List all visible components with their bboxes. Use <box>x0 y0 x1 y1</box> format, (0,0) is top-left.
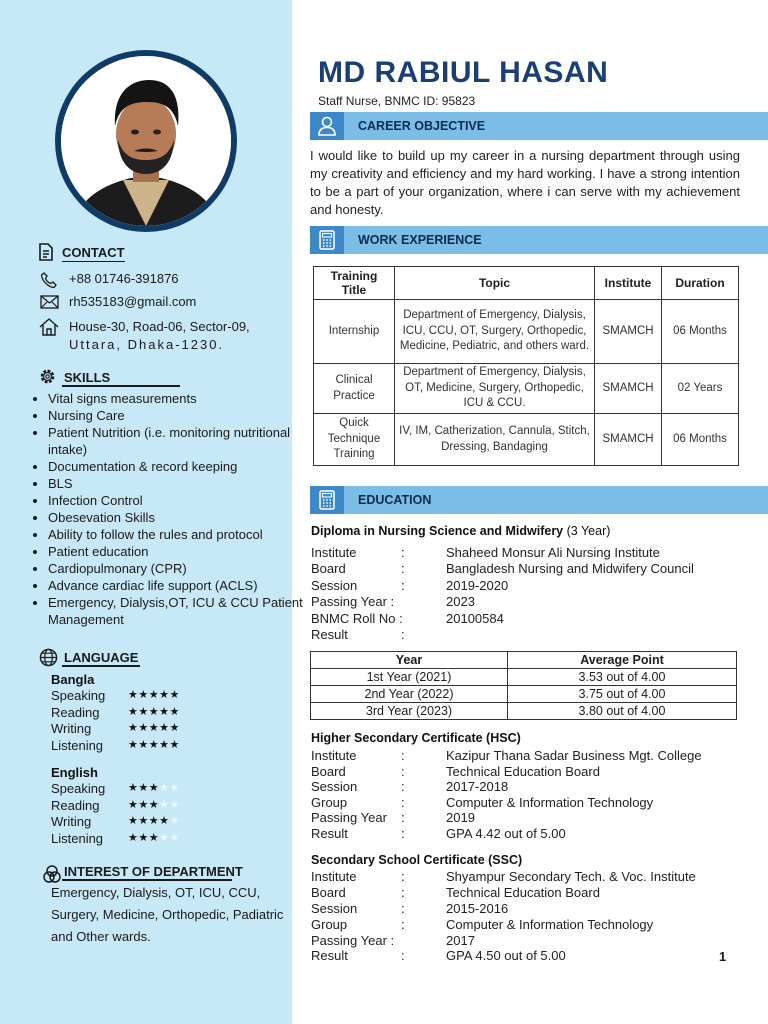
star-filled-icon: ★ <box>138 832 149 844</box>
star-filled-icon: ★ <box>138 799 149 811</box>
language-title: LANGUAGE <box>64 650 139 665</box>
contact-title: CONTACT <box>62 245 125 260</box>
objective-header <box>310 112 768 140</box>
globe-icon <box>39 648 58 672</box>
table-cell: Clinical Practice <box>314 364 395 414</box>
language-rating-row: Reading ★★★★★ <box>51 798 180 813</box>
table-cell: SMAMCH <box>595 300 662 364</box>
diploma-field: Board : Bangladesh Nursing and Midwifery Council <box>311 561 694 576</box>
star-filled-icon: ★ <box>128 706 139 718</box>
star-filled-icon: ★ <box>138 739 149 751</box>
list-item: • Vital signs measurements <box>48 390 310 407</box>
hsc-field: Institute : Kazipur Thana Sadar Business Mgt. College <box>311 748 702 763</box>
language-rating-row: Speaking ★★★★★ <box>51 781 180 796</box>
hsc-field: Result : GPA 4.42 out of 5.00 <box>311 826 566 841</box>
star-filled-icon: ★ <box>159 739 170 751</box>
list-item: • Documentation & record keeping <box>48 458 310 475</box>
language-rating-row: Reading ★★★★★ <box>51 705 180 720</box>
table-cell: 3rd Year (2023) <box>311 703 508 720</box>
table-cell: Department of Emergency, Dialysis, ICU, CCU, OT, Surgery, Orthopedic, Medicine, Pediatric, and others ward. <box>395 300 595 364</box>
table-cell: SMAMCH <box>595 364 662 414</box>
star-filled-icon: ★ <box>138 815 149 827</box>
table-cell: 06 Months <box>662 300 739 364</box>
table-header: Topic <box>395 267 595 300</box>
diploma-field: BNMC Roll No : 20100584 <box>311 611 504 626</box>
user-icon <box>310 112 344 140</box>
star-filled-icon: ★ <box>128 782 139 794</box>
star-rating <box>128 721 180 734</box>
star-filled-icon: ★ <box>159 722 170 734</box>
language-rating-row: Listening ★★★★★ <box>51 738 180 753</box>
education-header <box>310 486 768 514</box>
ssc-field: Passing Year : 2017 <box>311 933 475 948</box>
gear-icon <box>38 367 57 391</box>
hsc-field: Board : Technical Education Board <box>311 764 600 779</box>
skills-title: SKILLS <box>64 370 111 385</box>
ssc-field: Board : Technical Education Board <box>311 885 600 900</box>
ssc-field: Result : GPA 4.50 out of 5.00 <box>311 948 566 963</box>
table-cell: Quick Technique Training <box>314 414 395 466</box>
star-filled-icon: ★ <box>138 722 149 734</box>
language-rating-row: Listening ★★★★★ <box>51 831 180 846</box>
star-filled-icon: ★ <box>128 739 139 751</box>
star-empty-icon: ★ <box>169 782 180 794</box>
ssc-field: Session : 2015-2016 <box>311 901 509 916</box>
page-number: 1 <box>719 949 727 964</box>
table-header: Average Point <box>508 652 737 669</box>
table-cell: 06 Months <box>662 414 739 466</box>
table-cell: 2nd Year (2022) <box>311 686 508 703</box>
language-rating-row: Writing ★★★★★ <box>51 814 180 829</box>
interest-underline <box>62 879 232 881</box>
language-name: Bangla <box>51 672 95 687</box>
star-empty-icon: ★ <box>169 832 180 844</box>
ssc-title: Secondary School Certificate (SSC) <box>311 853 523 867</box>
ssc-field: Group : Computer & Information Technology <box>311 917 654 932</box>
contact-phone[interactable]: +88 01746-391876 <box>69 271 179 286</box>
contact-address-line1: House-30, Road-06, Sector-09, <box>69 319 250 334</box>
calculator-icon <box>310 226 344 254</box>
table-cell: Department of Emergency, Dialysis, OT, Medicine, Surgery, Orthopedic, ICU & CCU. <box>395 364 595 414</box>
star-filled-icon: ★ <box>138 706 149 718</box>
table-cell: 3.80 out of 4.00 <box>508 703 737 720</box>
language-rating-row: Writing ★★★★★ <box>51 721 180 736</box>
table-header: Training Title <box>314 267 395 300</box>
diploma-field: Session : 2019-2020 <box>311 578 509 593</box>
work-title: WORK EXPERIENCE <box>358 233 482 247</box>
star-filled-icon: ★ <box>148 739 160 751</box>
table-row <box>314 414 739 466</box>
list-item: • Nursing Care <box>48 407 310 424</box>
table-header: Institute <box>595 267 662 300</box>
hsc-field: Group : Computer & Information Technology <box>311 795 654 810</box>
language-rating-row: Speaking ★★★★★ <box>51 688 180 703</box>
hsc-title: Higher Secondary Certificate (HSC) <box>311 731 521 745</box>
interest-text: Emergency, Dialysis, OT, ICU, CCU, Surgery, Medicine, Orthopedic, Padiatric and Other wards. <box>51 885 284 944</box>
profile-photo <box>61 56 231 226</box>
list-item: • Advance cardiac life support (ACLS) <box>48 577 310 594</box>
star-filled-icon: ★ <box>169 722 180 734</box>
education-title: EDUCATION <box>358 493 432 507</box>
star-rating <box>128 688 180 701</box>
star-empty-icon: ★ <box>159 782 170 794</box>
language-name: English <box>51 765 98 780</box>
star-filled-icon: ★ <box>169 706 180 718</box>
table-header-row <box>314 267 739 300</box>
star-filled-icon: ★ <box>138 782 149 794</box>
star-rating <box>128 831 180 844</box>
star-filled-icon: ★ <box>148 832 160 844</box>
star-filled-icon: ★ <box>148 799 160 811</box>
star-filled-icon: ★ <box>159 706 170 718</box>
table-cell: 02 Years <box>662 364 739 414</box>
star-filled-icon: ★ <box>159 815 170 827</box>
star-filled-icon: ★ <box>128 722 139 734</box>
star-filled-icon: ★ <box>128 799 139 811</box>
star-rating <box>128 705 180 718</box>
person-name: MD RABIUL HASAN <box>318 56 609 89</box>
skills-list <box>30 390 310 628</box>
star-rating <box>128 738 180 751</box>
interest-title: INTEREST OF DEPARTMENT <box>64 864 243 879</box>
table-row <box>314 300 739 364</box>
work-header <box>310 226 768 254</box>
table-cell: 3.53 out of 4.00 <box>508 669 737 686</box>
list-item: • Cardiopulmonary (CPR) <box>48 560 310 577</box>
star-filled-icon: ★ <box>138 689 149 701</box>
star-rating <box>128 814 180 827</box>
objective-title: CAREER OBJECTIVE <box>358 119 486 133</box>
star-filled-icon: ★ <box>148 706 160 718</box>
star-filled-icon: ★ <box>128 689 139 701</box>
contact-email[interactable]: rh535183@gmail.com <box>69 294 197 309</box>
table-cell: SMAMCH <box>595 414 662 466</box>
star-filled-icon: ★ <box>169 689 180 701</box>
objective-text: I would like to build up my career in a nursing department through using my creativity and efficiency and my hard working. I have a strong intention to be a part of your organization, where i can serve with my achievement and honesty. <box>310 148 740 217</box>
mail-icon <box>40 295 59 314</box>
list-item: • Ability to follow the rules and protocol <box>48 526 310 543</box>
star-rating <box>128 798 180 811</box>
language-underline <box>62 665 140 667</box>
star-filled-icon: ★ <box>148 782 160 794</box>
list-item: • Obesevation Skills <box>48 509 310 526</box>
table-header-row <box>311 652 737 669</box>
table-cell: IV, IM, Catherization, Cannula, Stitch, Dressing, Bandaging <box>395 414 595 466</box>
diploma-result-table <box>310 651 737 720</box>
list-item: • Emergency, Dialysis,OT, ICU & CCU Patient Management <box>48 594 310 628</box>
star-empty-icon: ★ <box>169 815 180 827</box>
ssc-field: Institute : Shyampur Secondary Tech. & Voc. Institute <box>311 869 696 884</box>
job-title: Staff Nurse, BNMC ID: 95823 <box>318 94 476 108</box>
star-filled-icon: ★ <box>128 815 139 827</box>
skills-underline <box>62 385 180 387</box>
phone-icon <box>40 271 58 294</box>
table-row <box>311 669 737 686</box>
diploma-title: Diploma in Nursing Science and Midwifery (3 Year) <box>311 524 611 538</box>
list-item: • Patient education <box>48 543 310 560</box>
list-item: • BLS <box>48 475 310 492</box>
table-row <box>314 364 739 414</box>
table-header: Year <box>311 652 508 669</box>
work-experience-table <box>313 266 739 466</box>
table-row <box>311 703 737 720</box>
document-icon <box>38 243 54 266</box>
star-filled-icon: ★ <box>148 722 160 734</box>
star-filled-icon: ★ <box>169 739 180 751</box>
table-header: Duration <box>662 267 739 300</box>
star-filled-icon: ★ <box>159 689 170 701</box>
table-cell: 1st Year (2021) <box>311 669 508 686</box>
table-row <box>311 686 737 703</box>
calculator-icon <box>310 486 344 514</box>
hsc-field: Session : 2017-2018 <box>311 779 509 794</box>
diploma-field: Institute : Shaheed Monsur Ali Nursing Institute <box>311 545 660 560</box>
diploma-field: Passing Year : 2023 <box>311 594 475 609</box>
list-item: • Patient Nutrition (i.e. monitoring nutritional intake) <box>48 424 310 458</box>
star-filled-icon: ★ <box>128 832 139 844</box>
table-cell: Internship <box>314 300 395 364</box>
contact-address-line2: Uttara, Dhaka-1230. <box>69 337 225 352</box>
diploma-field: Result : <box>311 627 405 642</box>
table-cell: 3.75 out of 4.00 <box>508 686 737 703</box>
star-filled-icon: ★ <box>148 815 160 827</box>
star-empty-icon: ★ <box>159 832 170 844</box>
star-empty-icon: ★ <box>159 799 170 811</box>
star-filled-icon: ★ <box>148 689 160 701</box>
star-empty-icon: ★ <box>169 799 180 811</box>
home-icon <box>39 318 59 341</box>
hsc-field: Passing Year : 2019 <box>311 810 475 825</box>
list-item: • Infection Control <box>48 492 310 509</box>
star-rating <box>128 781 180 794</box>
